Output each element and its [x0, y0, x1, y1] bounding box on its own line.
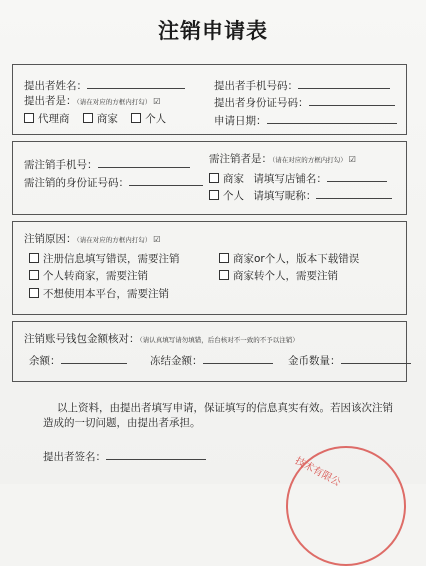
- checkmark-icon: ☑: [153, 235, 161, 244]
- cancel-id-label: 需注销的身份证号码：: [24, 177, 129, 189]
- reason-option-2: [219, 253, 359, 266]
- applicant-id-row: [214, 95, 395, 110]
- balance-row: [29, 353, 127, 368]
- application-date-field[interactable]: [267, 113, 397, 124]
- cancel-person-label: 个人: [223, 190, 244, 202]
- balance-label: 余额：: [29, 355, 61, 367]
- signature-row: [43, 449, 206, 464]
- reason-1-label: 注册信息填写错误，需要注销: [43, 253, 180, 265]
- person-option-label: 个人: [145, 113, 167, 125]
- balance-field[interactable]: [61, 353, 127, 364]
- cancel-reason-section: [12, 221, 407, 315]
- reason-5-checkbox[interactable]: [29, 288, 39, 298]
- signature-label: 提出者签名：: [43, 451, 106, 463]
- nickname-field[interactable]: [316, 188, 392, 199]
- merchant-checkbox[interactable]: [83, 113, 93, 123]
- reason-3-checkbox[interactable]: [29, 270, 39, 280]
- signature-field[interactable]: [106, 449, 206, 460]
- declaration-line-1: 以上资料，由提出者填写申请，保证填写的信息真实有效。若因该次注销: [57, 402, 393, 414]
- applicant-name-row: [24, 78, 185, 93]
- form-title: 注销申请表: [158, 19, 268, 43]
- checkmark-icon: ☑: [348, 155, 356, 164]
- applicant-phone-label: 提出者手机号码：: [214, 80, 298, 92]
- applicant-info-section: [12, 64, 407, 135]
- cancel-id-field[interactable]: [129, 175, 203, 186]
- cancel-person-checkbox[interactable]: [209, 190, 219, 200]
- coins-row: [288, 353, 411, 368]
- applicant-type-note: （请在对应的方框内打勾）: [76, 98, 152, 106]
- applicant-name-field[interactable]: [87, 78, 185, 89]
- cancel-person-row: [209, 188, 392, 203]
- wallet-check-label: 注销账号钱包金额核对：: [24, 333, 140, 345]
- frozen-field[interactable]: [203, 353, 273, 364]
- reason-label: 注销原因：: [24, 233, 77, 245]
- nickname-label: 请填写昵称：: [253, 190, 317, 202]
- reason-2-label: 商家or个人，版本下载错误: [233, 253, 360, 265]
- merchant-option-label: 商家: [96, 113, 118, 125]
- reason-4-label: 商家转个人，需要注销: [233, 270, 338, 282]
- reason-option-4: [219, 270, 338, 283]
- applicant-name-label: 提出者姓名：: [24, 80, 87, 92]
- cancel-merchant-label: 商家: [223, 173, 244, 185]
- applicant-phone-row: [214, 78, 390, 93]
- store-name-label: 请填写店铺名：: [253, 173, 327, 185]
- cancel-type-row: [209, 153, 356, 167]
- frozen-row: [150, 353, 273, 368]
- cancel-phone-row: [24, 157, 190, 172]
- applicant-id-field[interactable]: [309, 95, 395, 106]
- wallet-check-section: [12, 321, 407, 382]
- checkmark-icon: ☑: [153, 97, 161, 106]
- agent-checkbox[interactable]: [24, 113, 34, 123]
- person-checkbox[interactable]: [131, 113, 141, 123]
- reason-option-5: [29, 288, 169, 301]
- cancel-type-label: 需注销者是：: [209, 153, 272, 165]
- agent-option-label: 代理商: [38, 113, 70, 125]
- applicant-id-label: 提出者身份证号码：: [214, 97, 309, 109]
- cancel-type-note: （请在对应的方框内打勾）: [272, 156, 347, 164]
- cancel-account-section: [12, 141, 407, 215]
- reason-4-checkbox[interactable]: [219, 270, 229, 280]
- reason-5-label: 不想使用本平台，需要注销: [43, 288, 169, 300]
- declaration-line-2: 造成的一切问题，由提出者承担。: [43, 417, 201, 429]
- applicant-type-row: [24, 95, 160, 109]
- application-date-row: [214, 113, 397, 128]
- store-name-field[interactable]: [327, 171, 387, 182]
- cancel-merchant-checkbox[interactable]: [209, 173, 219, 183]
- reason-note: （请在对应的方框内打勾）: [76, 236, 152, 244]
- applicant-type-options: [24, 113, 166, 126]
- applicant-type-label: 提出者是：: [24, 95, 77, 107]
- reason-option-3: [29, 270, 148, 283]
- cancel-phone-field[interactable]: [98, 157, 190, 168]
- wallet-check-note: （请认真填写请勿填错，后台核对不一致的不予以注销）: [139, 336, 299, 344]
- coins-label: 金币数量：: [288, 355, 341, 367]
- reason-2-checkbox[interactable]: [219, 253, 229, 263]
- cancel-phone-label: 需注销手机号：: [24, 159, 98, 171]
- cancel-merchant-row: [209, 171, 387, 186]
- coins-field[interactable]: [341, 353, 411, 364]
- wallet-check-heading-row: [24, 333, 299, 347]
- reason-1-checkbox[interactable]: [29, 253, 39, 263]
- reason-heading-row: [24, 233, 160, 247]
- reason-3-label: 个人转商家，需要注销: [43, 270, 148, 282]
- cancel-id-row: [24, 175, 203, 190]
- applicant-phone-field[interactable]: [298, 78, 390, 89]
- frozen-label: 冻结金额：: [150, 355, 203, 367]
- company-seal-text: 技术有限公: [292, 455, 343, 489]
- application-date-label: 申请日期：: [214, 115, 267, 127]
- reason-option-1: [29, 253, 180, 266]
